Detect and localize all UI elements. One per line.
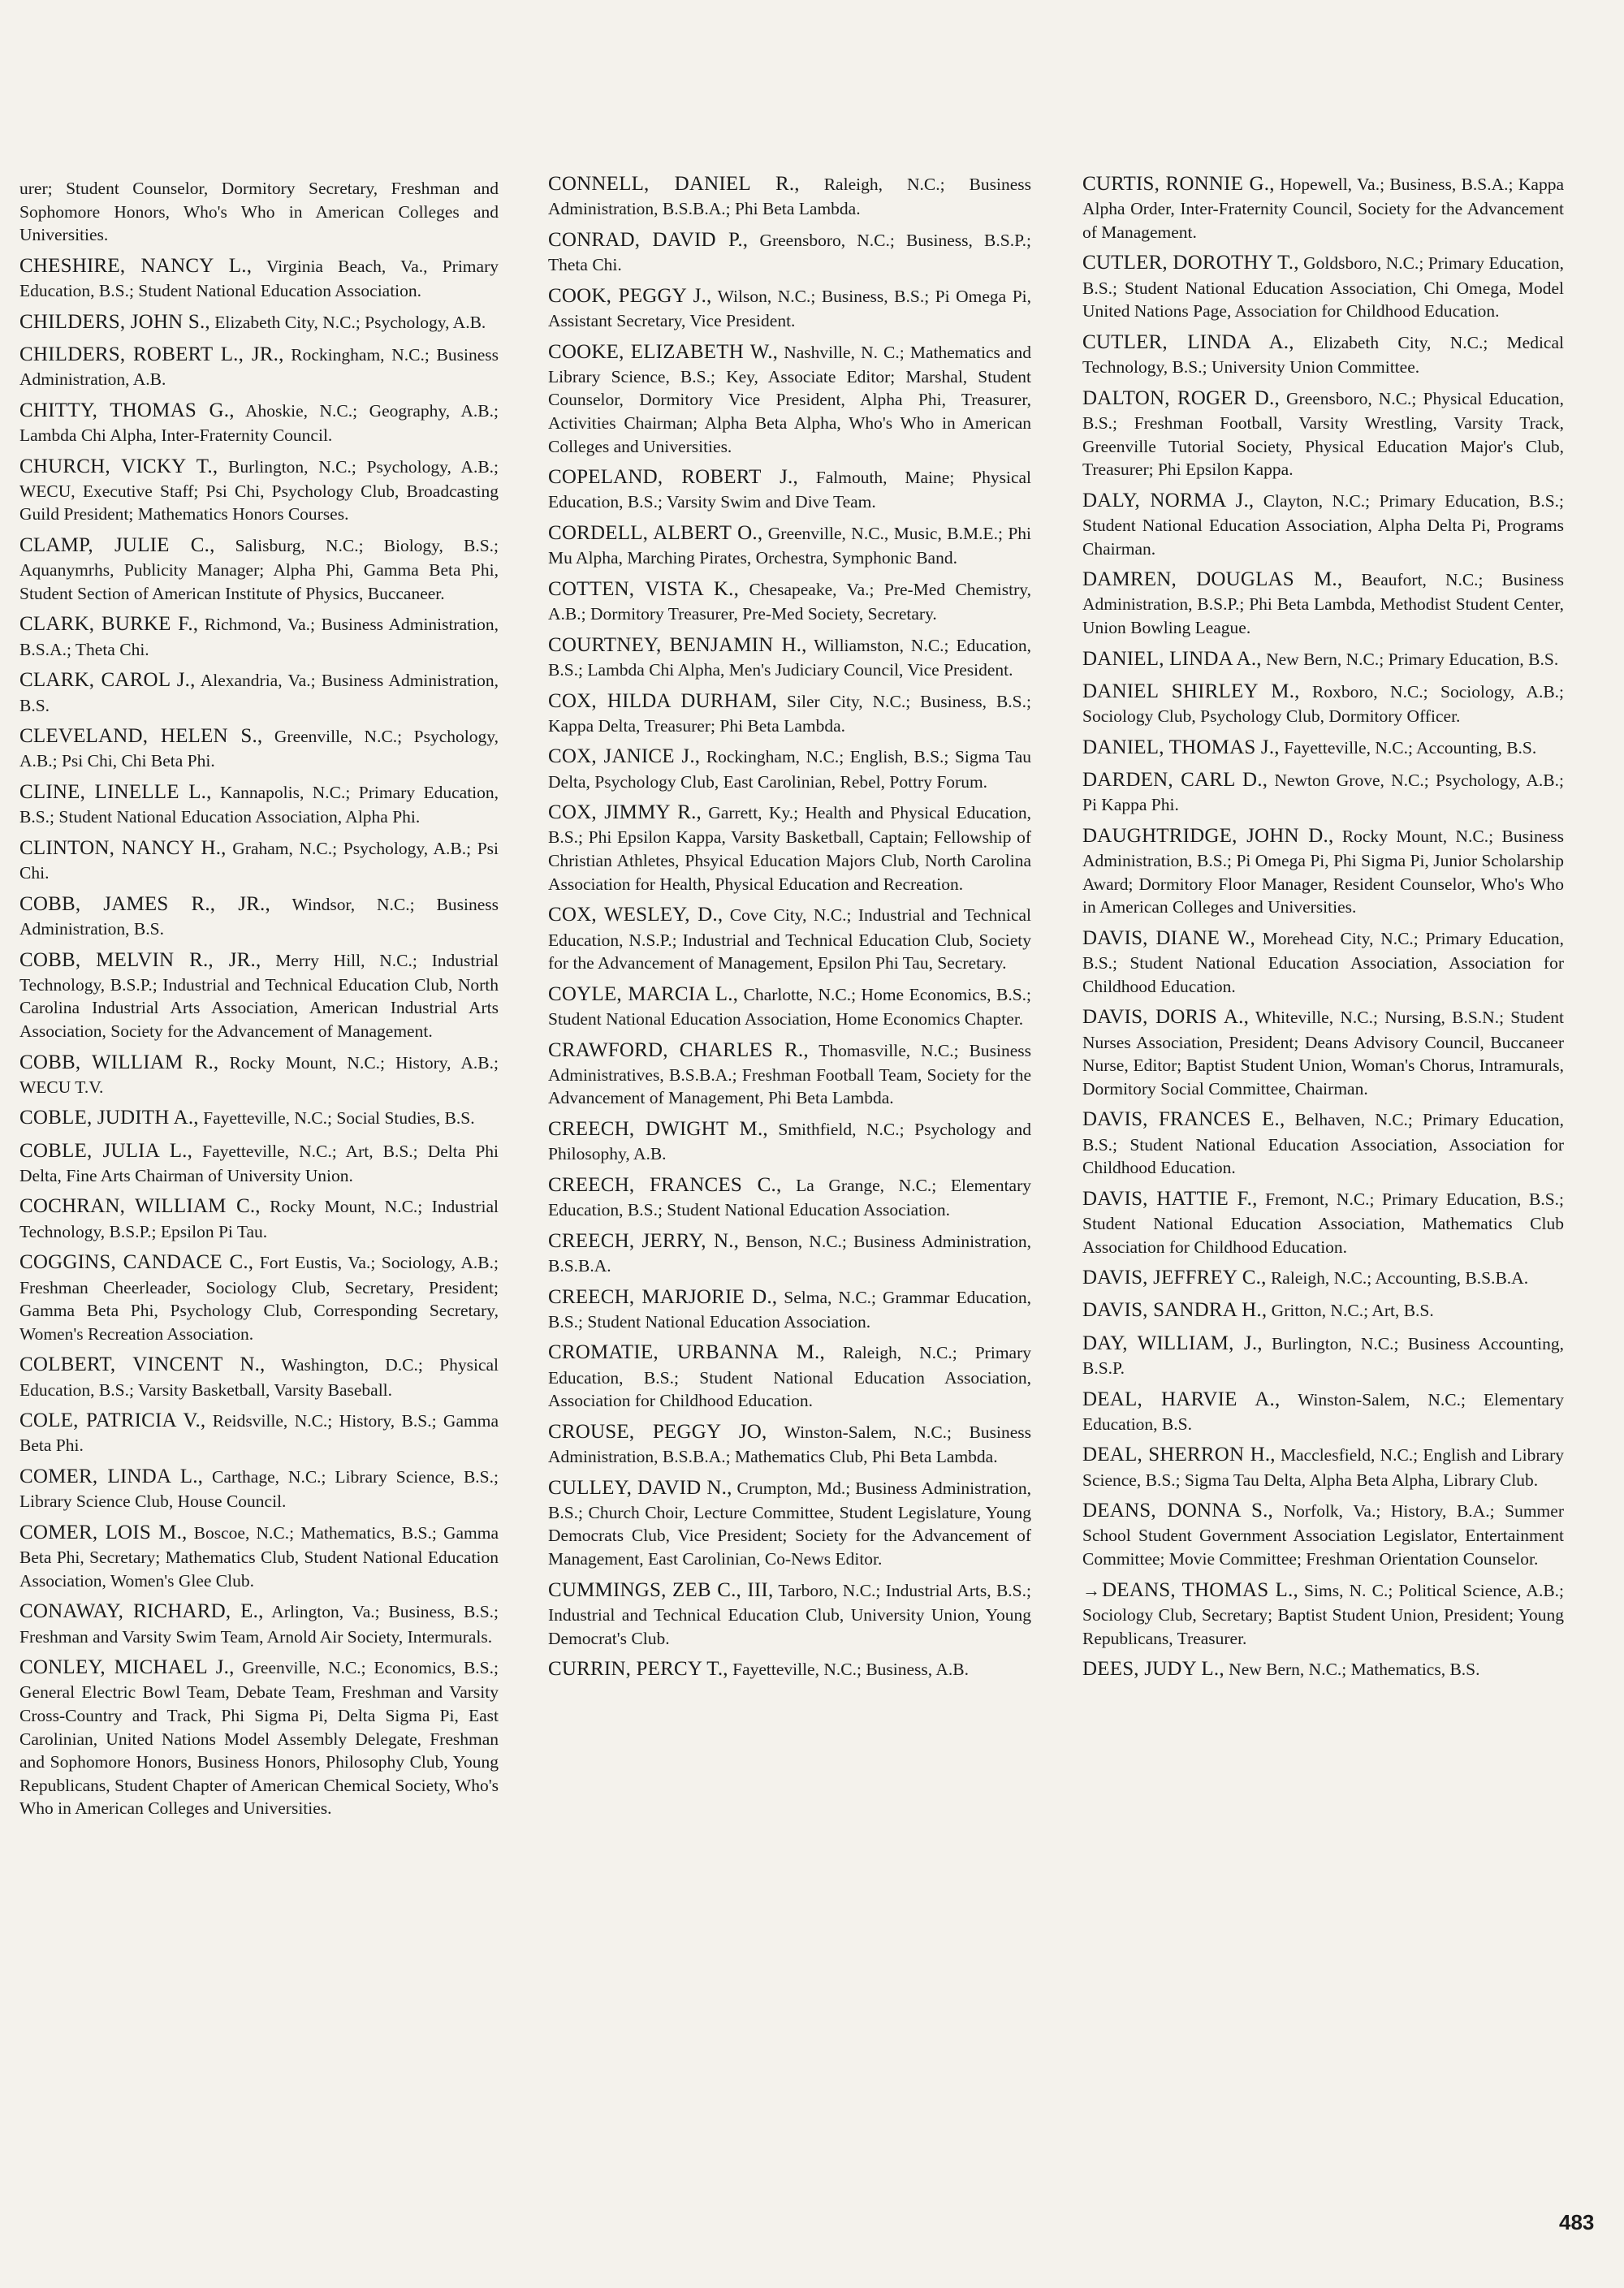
entry-name: CULLEY, DAVID N., (548, 1476, 732, 1499)
entry-name: COBLE, JULIA L., (19, 1139, 193, 1162)
directory-entry (19, 1407, 499, 1457)
entry-name: CONNELL, DANIEL R., (548, 173, 800, 195)
directory-entry (1082, 171, 1564, 244)
entry-list (19, 253, 499, 1820)
entry-details: La Grange, N.C.; Elementary Education, B.S.; Student National Education Association. (548, 1175, 1031, 1220)
directory-entry (548, 1228, 1031, 1278)
entry-details: Clayton, N.C.; Primary Education, B.S.; Student National Education Association, Alpha Delta Pi, Programs Chairman. (1082, 490, 1565, 559)
entry-name: COBB, JAMES R., JR., (19, 892, 270, 915)
entry-name: COBLE, JUDITH A., (19, 1107, 199, 1129)
entry-name: DAVIS, SANDRA H., (1082, 1299, 1268, 1322)
directory-entry (19, 397, 499, 447)
entry-details: Salisburg, N.C.; Biology, B.S.; Aquanymrhs, Publicity Manager; Alpha Phi, Gamma Beta Phi, Student Section of American Institute of Physics, Buccaneer. (19, 536, 499, 603)
directory-entry (19, 835, 499, 885)
entry-details: Fayetteville, N.C.; Accounting, B.S. (1284, 737, 1537, 758)
entry-name: CRAWFORD, CHARLES R., (548, 1038, 809, 1061)
entry-details: Gritton, N.C.; Art, B.S. (1271, 1301, 1434, 1321)
directory-entry (548, 632, 1031, 682)
column-2 (548, 171, 1031, 1688)
directory-entry (1082, 1264, 1564, 1291)
directory-entry (1082, 766, 1564, 817)
entry-details: Beaufort, N.C.; Business Administration, B.S.P.; Phi Beta Lambda, Methodist Student Center, Union Bowling League. (1082, 570, 1564, 638)
entry-details: Burlington, N.C.; Psychology, A.B.; WECU, Executive Staff; Psi Chi, Psychology Club, Broadcasting Guild President; Mathematics Honors Courses. (19, 456, 499, 525)
entry-name: COOKE, ELIZABETH W., (548, 340, 779, 363)
entry-details: Cove City, N.C.; Industrial and Technical Education, N.S.P.; Industrial and Technical Education Club, Society for the Advancement of Management, Epsilon Phi Tau, Secretary. (548, 905, 1032, 973)
directory-entry (1082, 1297, 1564, 1323)
directory-entry (19, 1049, 499, 1099)
entry-name: COURTNEY, BENJAMIN H., (548, 633, 807, 656)
entry-details: Whiteville, N.C.; Nursing, B.S.N.; Student Nurses Association, President; Deans Advisory Council, Buccaneer Nurse, Editor; Baptist Student Union, Woman's Chorus, Intramurals, Dormitory Social Committee, Chairman. (1082, 1008, 1564, 1099)
entry-details: Fayetteville, N.C.; Business, A.B. (732, 1660, 969, 1680)
entry-name: DANIEL SHIRLEY M., (1082, 680, 1300, 702)
entry-name: COPELAND, ROBERT J., (548, 466, 798, 489)
directory-entry (548, 1172, 1031, 1222)
directory-entry (1082, 1577, 1564, 1650)
entry-name: DAMREN, DOUGLAS M., (1082, 568, 1343, 591)
entry-details: New Bern, N.C.; Mathematics, B.S. (1229, 1660, 1480, 1680)
entry-details: Greenville, N.C.; Psychology, A.B.; Psi Chi, Chi Beta Phi. (19, 727, 499, 771)
entry-details: Selma, N.C.; Grammar Education, B.S.; Student National Education Association. (548, 1287, 1031, 1332)
directory-entry (1082, 645, 1564, 672)
entry-details: Alexandria, Va.; Business Administration, B.S. (19, 671, 499, 715)
directory-entry (19, 453, 499, 526)
continued-entry: urer; Student Counselor, Dormitory Secretary, Freshman and Sophomore Honors, Who's Who in American Colleges and Universities. (19, 179, 499, 245)
entry-details: Roxboro, N.C.; Sociology, A.B.; Sociology Club, Psychology Club, Dormitory Officer. (1082, 681, 1565, 727)
entry-name: CHILDERS, JOHN S., (19, 310, 210, 333)
entry-name: CURTIS, RONNIE G., (1082, 173, 1275, 195)
directory-entry (548, 981, 1031, 1031)
directory-entry (1082, 1106, 1564, 1179)
directory-entry (1082, 734, 1564, 761)
entry-name: CREECH, FRANCES C., (548, 1173, 782, 1196)
entry-name: CONAWAY, RICHARD, E., (19, 1600, 264, 1623)
entry-details: Greensboro, N.C.; Physical Education, B.S.; Freshman Football, Varsity Wrestling, Varsity Track, Greenville Tutorial Society, Physical Education Major's Club, Treasurer; Phi Epsilon Kappa. (1082, 388, 1564, 480)
entry-details: Raleigh, N.C.; Accounting, B.S.B.A. (1270, 1268, 1529, 1289)
entry-name: DAVIS, JEFFREY C., (1082, 1267, 1267, 1289)
entry-details: Williamston, N.C.; Education, B.S.; Lambda Chi Alpha, Men's Judiciary Council, Vice President. (548, 635, 1032, 680)
directory-entry (548, 1284, 1031, 1334)
entry-name: DEANS, DONNA S., (1082, 1500, 1274, 1522)
directory-entry (1082, 1004, 1564, 1100)
entry-name: COX, JANICE J., (548, 745, 701, 768)
entry-details: Windsor, N.C.; Business Administration, B.S. (19, 894, 499, 939)
entry-name: DANIEL, THOMAS J., (1082, 736, 1280, 758)
entry-details: Nashville, N. C.; Mathematics and Library Science, B.S.; Key, Associate Editor; Marshal, Student Counselor, Dormitory Vice President, Alpha Phi, Treasurer, Activities Chairman; Alpha Beta Alpha, Who's Who in American Colleges and Universities. (548, 342, 1032, 456)
entry-details: Raleigh, N.C.; Primary Education, B.S.; Student National Education Association, Association for Childhood Education. (548, 1343, 1031, 1411)
entry-name: CREECH, DWIGHT M., (548, 1117, 768, 1140)
entry-details: Rockingham, N.C.; Business Administration, A.B. (19, 344, 499, 390)
directory-entry (1082, 1497, 1564, 1570)
directory-entry (548, 339, 1031, 459)
directory-entry (548, 1656, 1031, 1682)
entry-list (1082, 171, 1564, 1682)
directory-entry (19, 611, 499, 661)
entry-name: COOK, PEGGY J., (548, 284, 712, 307)
entry-details: Arlington, Va.; Business, B.S.; Freshman and Varsity Swim Team, Arnold Air Society, Intermurals. (19, 1602, 499, 1647)
entry-details: Goldsboro, N.C.; Primary Education, B.S.; Student National Education Association, Chi Omega, Model United Nations Page, Association for Childhood Education. (1082, 253, 1564, 322)
entry-details: Macclesfield, N.C.; English and Library Science, B.S.; Sigma Tau Delta, Alpha Beta Alpha, Library Club. (1082, 1445, 1565, 1490)
entry-name: DARDEN, CARL D., (1082, 768, 1268, 791)
entry-details: Kannapolis, N.C.; Primary Education, B.S.; Student National Education Association, Alpha Phi. (19, 782, 499, 827)
entry-name: DAY, WILLIAM, J., (1082, 1332, 1263, 1354)
entry-name: CROUSE, PEGGY JO, (548, 1420, 767, 1443)
entry-details: Elizabeth City, N.C.; Medical Technology, B.S.; University Union Committee. (1082, 332, 1564, 378)
directory-entry (1082, 822, 1564, 919)
page-number: 483 (1559, 2210, 1595, 2234)
entry-details: Boscoe, N.C.; Mathematics, B.S.; Gamma Beta Phi, Secretary; Mathematics Club, Student National Education Association, Women's Glee Club. (19, 1522, 499, 1591)
entry-name: COBB, WILLIAM R., (19, 1051, 219, 1073)
entry-name: COBB, MELVIN R., JR., (19, 948, 261, 971)
entry-name: DEES, JUDY L., (1082, 1658, 1224, 1681)
entry-name: CLINE, LINELLE L., (19, 780, 212, 803)
entry-name: CHURCH, VICKY T., (19, 455, 218, 477)
entry-name: CUTLER, LINDA A., (1082, 330, 1294, 353)
directory-entry (19, 947, 499, 1043)
entry-details: Merry Hill, N.C.; Industrial Technology, B.S.P.; Industrial and Technical Education Club, North Carolina Industrial Arts Association, American Industrial Arts Association, Society for the Advancement of Management. (19, 950, 499, 1041)
entry-details: Rocky Mount, N.C.; History, A.B.; WECU T.V. (19, 1052, 499, 1097)
directory-entry (1082, 1386, 1564, 1436)
entry-name: CLINTON, NANCY H., (19, 836, 227, 859)
directory-entry (1082, 329, 1564, 379)
directory-entry (548, 171, 1031, 221)
entry-details: Virginia Beach, Va., Primary Education, B.S.; Student National Education Association. (19, 256, 499, 301)
entry-name: CLARK, BURKE F., (19, 613, 199, 636)
entry-name: COYLE, MARCIA L., (548, 982, 739, 1005)
entry-name: DAUGHTRIDGE, JOHN D., (1082, 824, 1334, 847)
entry-name: CORDELL, ALBERT O., (548, 522, 763, 544)
entry-details: Winston-Salem, N.C.; Elementary Education, B.S. (1082, 1389, 1564, 1434)
entry-list (548, 171, 1031, 1682)
entry-name: CROMATIE, URBANNA M., (548, 1341, 825, 1364)
entry-details: New Bern, N.C.; Primary Education, B.S. (1266, 649, 1559, 669)
entry-details: Greensboro, N.C.; Business, B.S.P.; Theta Chi. (548, 230, 1032, 275)
entry-details: Chesapeake, Va.; Pre-Med Chemistry, A.B.; Dormitory Treasurer, Pre-Med Society, Secretary. (548, 579, 1032, 624)
entry-name: COMER, LINDA L., (19, 1466, 204, 1488)
directory-entry (548, 520, 1031, 570)
directory-entry (548, 1116, 1031, 1166)
entry-details: Falmouth, Maine; Physical Education, B.S.; Varsity Swim and Dive Team. (548, 468, 1031, 512)
entry-name: DAVIS, HATTIE F., (1082, 1187, 1258, 1210)
directory-entry (19, 1104, 499, 1131)
directory-entry (19, 341, 499, 391)
directory-entry (548, 283, 1031, 333)
entry-name: CHILDERS, ROBERT L., JR., (19, 343, 284, 365)
entry-details: Carthage, N.C.; Library Science, B.S.; Library Science Club, House Council. (19, 1467, 499, 1512)
entry-name: COMER, LOIS M., (19, 1521, 188, 1543)
entry-details: Charlotte, N.C.; Home Economics, B.S.; Student National Education Association, Home Economics Chapter. (548, 984, 1031, 1029)
entry-name: COCHRAN, WILLIAM C., (19, 1195, 261, 1218)
entry-details: Washington, D.C.; Physical Education, B.S.; Varsity Basketball, Varsity Baseball. (19, 1355, 499, 1400)
entry-details: Fayetteville, N.C.; Social Studies, B.S. (203, 1108, 475, 1129)
directory-entry (19, 1654, 499, 1820)
entry-details: Greenville, N.C.; Economics, B.S.; General Electric Bowl Team, Debate Team, Freshman and Varsity Cross-Country and Track, Phi Sigma Pi, Delta Sigma Pi, East Carolinian, United Nations Model Assembly Delegate, Freshman and Sophomore Honors, Business Honors, Philosophy Club, Young Republicans, Student Chapter of American Chemical Society, Who's Who in American Colleges and Universities. (19, 1658, 499, 1819)
entry-name: COLE, PATRICIA V., (19, 1409, 206, 1432)
entry-details: Fort Eustis, Va.; Sociology, A.B.; Freshman Cheerleader, Sociology Club, Secretary, President; Gamma Beta Phi, Psychology Club, Corresponding Secretary, Women's Recreation Association. (19, 1253, 499, 1344)
entry-details: Fayetteville, N.C.; Art, B.S.; Delta Phi Delta, Fine Arts Chairman of University Union. (19, 1141, 499, 1185)
entry-details: Norfolk, Va.; History, B.A.; Summer School Student Government Association Legislator, Entertainment Committee; Movie Committee; Freshman Orientation Counselor. (1082, 1501, 1564, 1569)
entry-details: Tarboro, N.C.; Industrial Arts, B.S.; Industrial and Technical Education Club, University Union, Young Democrat's Club. (548, 1580, 1031, 1648)
directory-entry (548, 688, 1031, 738)
entry-details: Fremont, N.C.; Primary Education, B.S.; Student National Education Association, Mathematics Club Association for Childhood Education. (1082, 1189, 1564, 1257)
entry-name: COGGINS, CANDACE C., (19, 1251, 254, 1274)
directory-entry (1082, 487, 1564, 560)
directory-entry (19, 532, 499, 605)
entry-name: DEAL, HARVIE A., (1082, 1388, 1281, 1410)
entry-details: Siler City, N.C.; Business, B.S.; Kappa Delta, Treasurer; Phi Beta Lambda. (548, 691, 1031, 736)
entry-name: COLBERT, VINCENT N., (19, 1353, 266, 1376)
entry-name: COTTEN, VISTA K., (548, 577, 740, 600)
entry-details: Graham, N.C.; Psychology, A.B.; Psi Chi. (19, 838, 499, 883)
directory-entry (19, 779, 499, 829)
directory-entry (548, 1339, 1031, 1412)
entry-name: CUTLER, DOROTHY T., (1082, 252, 1299, 274)
entry-name: DEAL, SHERRON H., (1082, 1444, 1276, 1466)
entry-details: Garrett, Ky.; Health and Physical Education, B.S.; Phi Epsilon Kappa, Varsity Basketball, Captain; Fellowship of Christian Athletes, Phsyical Education Majors Club, North Carolina Association for Health, Physical Education and Recreation. (548, 803, 1032, 894)
entry-details: Wilson, N.C.; Business, B.S.; Pi Omega Pi, Assistant Secretary, Vice President. (548, 286, 1031, 330)
entry-details: Crumpton, Md.; Business Administration, B.S.; Church Choir, Lecture Committee, Student Legislature, Young Democrats Club, Vice President; Society for the Advancement of Management, East Carolinian, Co-News Editor. (548, 1478, 1031, 1569)
entry-details: Greenville, N.C., Music, B.M.E.; Phi Mu Alpha, Marching Pirates, Orchestra, Symphonic Band. (548, 524, 1032, 568)
directory-entry (1082, 1330, 1564, 1380)
entry-details: Newton Grove, N.C.; Psychology, A.B.; Pi Kappa Phi. (1082, 770, 1564, 815)
entry-name: CUMMINGS, ZEB C., III, (548, 1578, 774, 1601)
directory-entry (19, 1598, 499, 1648)
entry-details: Rocky Mount, N.C.; Business Administration, B.S.; Pi Omega Pi, Phi Sigma Pi, Junior Scholarship Award; Dormitory Floor Manager, Resident Counselor, Who's Who in American Colleges and Universities. (1082, 826, 1564, 917)
directory-entry (548, 464, 1031, 514)
directory-entry (1082, 1441, 1564, 1492)
directory-entry (1082, 249, 1564, 322)
directory-entry (548, 576, 1031, 626)
directory-entry (19, 1138, 499, 1188)
entry-details: Benson, N.C.; Business Administration, B.S.B.A. (548, 1231, 1032, 1276)
directory-entry (19, 1463, 499, 1513)
directory-entry (1082, 925, 1564, 998)
directory-entry (1082, 678, 1564, 728)
directory-entry (19, 309, 499, 335)
entry-name: CHITTY, THOMAS G., (19, 399, 235, 421)
entry-name: DALTON, ROGER D., (1082, 386, 1280, 409)
directory-entry (1082, 1185, 1564, 1258)
directory-entry (19, 1249, 499, 1345)
directory-entry (1082, 1656, 1564, 1682)
entry-details: Raleigh, N.C.; Business Administration, B.S.B.A.; Phi Beta Lambda. (548, 175, 1032, 219)
directory-entry (548, 901, 1031, 974)
column-1 (19, 177, 499, 1826)
entry-details: Elizabeth City, N.C.; Psychology, A.B. (214, 312, 486, 332)
directory-entry (548, 743, 1031, 793)
directory-entry (548, 1037, 1031, 1110)
entry-details: Richmond, Va.; Business Administration, B.S.A.; Theta Chi. (19, 615, 499, 659)
entry-name: DAVIS, DIANE W., (1082, 926, 1255, 949)
entry-name: CURRIN, PERCY T., (548, 1658, 728, 1681)
directory-entry (548, 1474, 1031, 1571)
entry-name: DEANS, THOMAS L., (1102, 1578, 1298, 1601)
entry-details: Thomasville, N.C.; Business Administratives, B.S.B.A.; Freshman Football Team, Society for the Advancement of Management, Phi Beta Lambda. (548, 1040, 1031, 1108)
column-3 (1082, 171, 1564, 1688)
entry-name: DANIEL, LINDA A., (1082, 647, 1262, 670)
entry-name: DALY, NORMA J., (1082, 489, 1255, 512)
directory-entry (19, 723, 499, 773)
entry-details: Ahoskie, N.C.; Geography, A.B.; Lambda Chi Alpha, Inter-Fraternity Council. (19, 400, 499, 445)
entry-details: Hopewell, Va.; Business, B.S.A.; Kappa Alpha Order, Inter-Fraternity Council, Society for the Advancement of Management. (1082, 175, 1564, 242)
directory-entry (19, 891, 499, 941)
directory-entry (19, 1351, 499, 1401)
entry-name: COX, JIMMY R., (548, 801, 702, 824)
entry-details: Morehead City, N.C.; Primary Education, B.S.; Student National Education Association, Association for Childhood Education. (1082, 928, 1564, 996)
entry-name: CONRAD, DAVID P., (548, 228, 749, 251)
directory-entry (19, 253, 499, 303)
directory-entry (19, 1193, 499, 1243)
entry-name: COX, WESLEY, D., (548, 904, 723, 926)
entry-name: CREECH, MARJORIE D., (548, 1285, 778, 1308)
directory-entry (548, 1418, 1031, 1469)
entry-name: CHESHIRE, NANCY L., (19, 254, 253, 277)
entry-details: Rocky Mount, N.C.; Industrial Technology, B.S.P.; Epsilon Pi Tau. (19, 1197, 499, 1241)
entry-details: Reidsville, N.C.; History, B.S.; Gamma Beta Phi. (19, 1411, 499, 1456)
entry-name: CLEVELAND, HELEN S., (19, 725, 263, 748)
entry-details: Belhaven, N.C.; Primary Education, B.S.; Student National Education Association, Association for Childhood Education. (1082, 1110, 1565, 1178)
entry-name: DAVIS, FRANCES E., (1082, 1108, 1285, 1131)
entry-name: DAVIS, DORIS A., (1082, 1006, 1250, 1029)
entry-name: COX, HILDA DURHAM, (548, 689, 778, 712)
entry-details: Winston-Salem, N.C.; Business Administration, B.S.B.A.; Mathematics Club, Phi Beta Lambda. (548, 1422, 1031, 1467)
directory-entry (19, 667, 499, 717)
directory-entry (548, 799, 1031, 896)
entry-details: Sims, N. C.; Political Science, A.B.; Sociology Club, Secretary; Baptist Student Union, President; Young Republicans, Treasurer. (1082, 1580, 1565, 1648)
directory-entry (1082, 566, 1564, 639)
entry-name: CREECH, JERRY, N., (548, 1229, 740, 1252)
directory-entry (548, 1577, 1031, 1650)
entry-name: CONLEY, MICHAEL J., (19, 1656, 235, 1679)
entry-details: Rockingham, N.C.; English, B.S.; Sigma Tau Delta, Psychology Club, East Carolinian, Rebel, Pottry Forum. (548, 747, 1031, 792)
directory-entry (19, 1519, 499, 1592)
entry-details: Burlington, N.C.; Business Accounting, B.S.P. (1082, 1333, 1564, 1378)
directory-entry (1082, 385, 1564, 481)
entry-details: Smithfield, N.C.; Psychology and Philosophy, A.B. (548, 1119, 1032, 1164)
directory-entry (548, 227, 1031, 277)
pointer-mark: → (1082, 1579, 1100, 1600)
entry-name: CLAMP, JULIE C., (19, 534, 215, 556)
entry-name: CLARK, CAROL J., (19, 669, 196, 692)
